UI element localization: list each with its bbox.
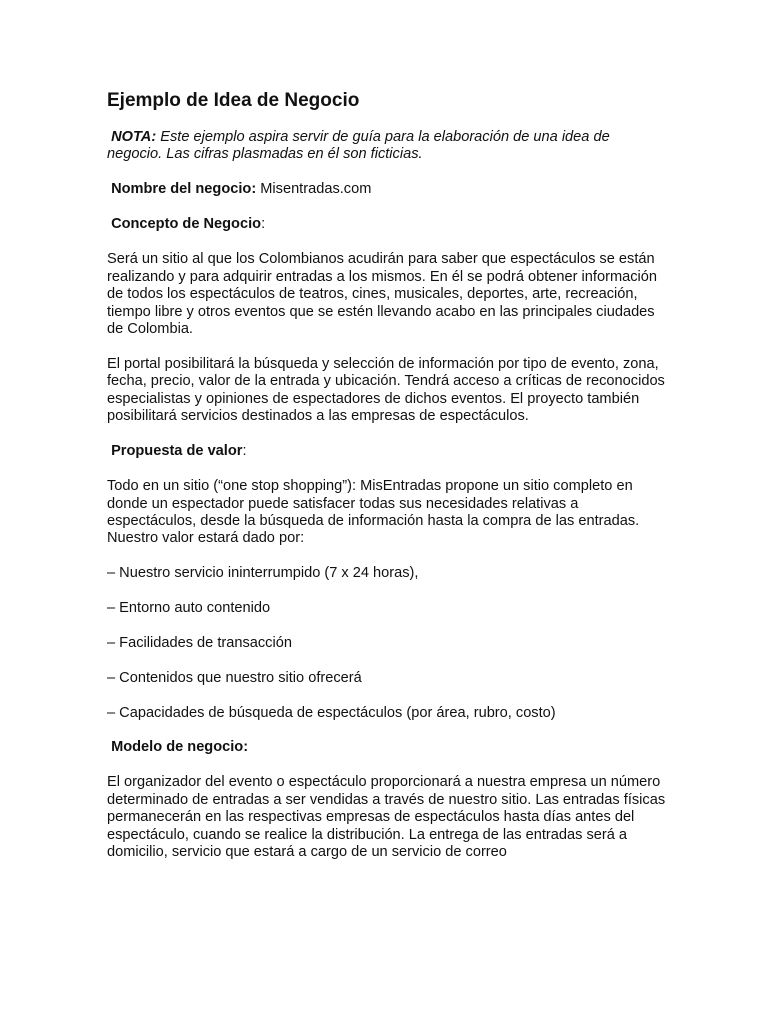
- concept-paragraph-2: El portal posibilitará la búsqueda y selección de información por tipo de evento, zona, fecha, precio, valor de la entrada y ubicación. Tendrá acceso a críticas de reconocidos especialistas y opiniones de espectadores de dichos eventos. El proyecto también posibilitará servicios destinados a las empresas de espectáculos.: [107, 356, 665, 425]
- business-name-label: Nombre del negocio:: [111, 181, 257, 198]
- value-proposition-intro: Todo en un sitio (“one stop shopping”): MisEntradas propone un sitio completo en donde un espectador puede satisfacer todas sus necesidades relativas a espectáculos, desde la búsqueda de información hasta la compra de las entradas. Nuestro valor estará dado por:: [107, 478, 640, 547]
- page-title: Ejemplo de Idea de Negocio: [107, 90, 360, 111]
- note-label: NOTA:: [111, 129, 157, 145]
- business-name-value: Misentradas.com: [256, 181, 372, 198]
- value-proposition-heading: [107, 443, 667, 460]
- list-item: – Contenidos que nuestro sitio ofrecerá: [107, 669, 362, 686]
- concept-heading-text: Concepto de Negocio: [111, 216, 262, 233]
- list-item: – Facilidades de transacción: [107, 635, 292, 652]
- business-model-heading: [107, 739, 667, 756]
- concept-heading: [107, 216, 667, 233]
- concept-heading-suffix: :: [261, 216, 266, 233]
- list-item: – Capacidades de búsqueda de espectáculos (por área, rubro, costo): [107, 704, 556, 721]
- list-item: – Entorno auto contenido: [107, 600, 271, 617]
- note-text: Este ejemplo aspira servir de guía para la elaboración de una idea de negocio. Las cifras plasmadas en él son ficticias.: [107, 129, 610, 163]
- document-page: [107, 90, 667, 879]
- business-model-heading-text: Modelo de negocio:: [111, 739, 249, 756]
- value-proposition-heading-text: Propuesta de valor: [111, 443, 243, 460]
- concept-paragraph-1: Será un sitio al que los Colombianos acudirán para saber que espectáculos se están realizando y para adquirir entradas a los mismos. En él se podrá obtener información de todos los espectáculos de teatros, cines, musicales, deportes, arte, recreación, tiempo libre y otros eventos que se estén llevando acabo en las principales ciudades de Colombia.: [107, 251, 657, 338]
- business-model-paragraph: El organizador del evento o espectáculo proporcionará a nuestra empresa un número determinado de entradas a ser vendidas a través de nuestro sitio. Las entradas físicas permanecerán en las respectivas empresas de espectáculos hasta días antes del espectáculo, cuando se realice la distribución. La entrega de las entradas será a domicilio, servicio que estará a cargo de un servicio de correo: [107, 774, 666, 861]
- value-proposition-heading-suffix: :: [242, 443, 247, 460]
- business-name-line: [107, 181, 667, 198]
- note-paragraph: [107, 129, 667, 164]
- list-item: – Nuestro servicio ininterrumpido (7 x 24 horas),: [107, 565, 419, 582]
